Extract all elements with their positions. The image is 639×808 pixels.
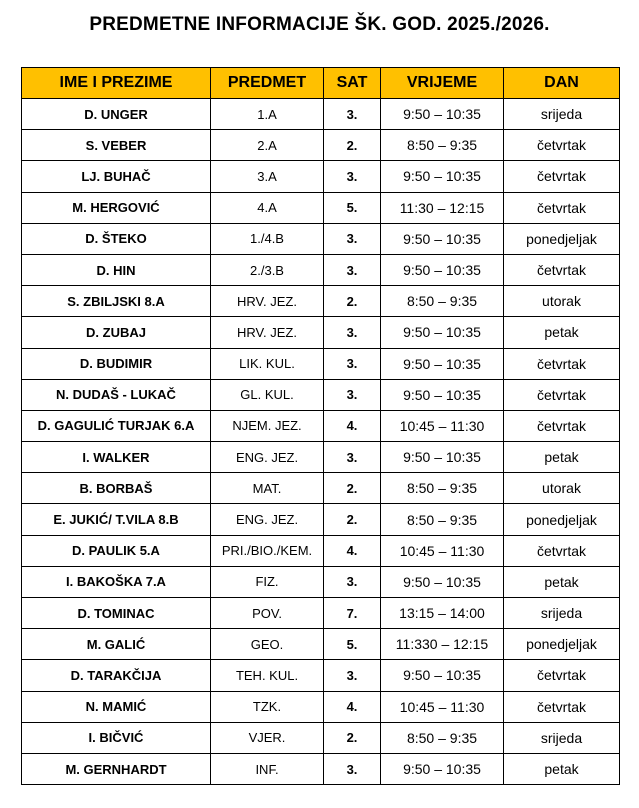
table-body <box>22 99 620 785</box>
cell-period: 3. <box>324 379 381 410</box>
cell-day: ponedjeljak <box>504 629 620 660</box>
cell-name: D. ZUBAJ <box>22 317 211 348</box>
cell-time: 9:50 – 10:35 <box>381 753 504 784</box>
cell-name: D. PAULIK 5.A <box>22 535 211 566</box>
cell-name: D. GAGULIĆ TURJAK 6.A <box>22 410 211 441</box>
cell-day: četvrtak <box>504 535 620 566</box>
table-row <box>22 99 620 130</box>
cell-name: M. GERNHARDT <box>22 753 211 784</box>
cell-subject: HRV. JEZ. <box>211 317 324 348</box>
cell-day: četvrtak <box>504 254 620 285</box>
cell-subject: INF. <box>211 753 324 784</box>
cell-subject: GL. KUL. <box>211 379 324 410</box>
header-time: VRIJEME <box>381 68 504 99</box>
cell-time: 8:50 – 9:35 <box>381 504 504 535</box>
table-row <box>22 130 620 161</box>
cell-time: 9:50 – 10:35 <box>381 348 504 379</box>
cell-name: S. ZBILJSKI 8.A <box>22 286 211 317</box>
cell-subject: 2./3.B <box>211 254 324 285</box>
cell-name: I. BIČVIĆ <box>22 722 211 753</box>
cell-day: srijeda <box>504 598 620 629</box>
cell-name: I. WALKER <box>22 442 211 473</box>
cell-period: 3. <box>324 223 381 254</box>
cell-subject: LIK. KUL. <box>211 348 324 379</box>
cell-subject: TZK. <box>211 691 324 722</box>
cell-subject: 1./4.B <box>211 223 324 254</box>
table-row <box>22 753 620 784</box>
cell-name: M. HERGOVIĆ <box>22 192 211 223</box>
cell-time: 9:50 – 10:35 <box>381 317 504 348</box>
cell-name: D. TARAKČIJA <box>22 660 211 691</box>
cell-period: 7. <box>324 598 381 629</box>
cell-period: 3. <box>324 660 381 691</box>
cell-day: četvrtak <box>504 130 620 161</box>
cell-day: petak <box>504 317 620 348</box>
cell-day: utorak <box>504 286 620 317</box>
table-row <box>22 192 620 223</box>
cell-period: 4. <box>324 410 381 441</box>
cell-period: 3. <box>324 753 381 784</box>
cell-period: 2. <box>324 504 381 535</box>
cell-name: D. BUDIMIR <box>22 348 211 379</box>
cell-subject: ENG. JEZ. <box>211 442 324 473</box>
header-day: DAN <box>504 68 620 99</box>
cell-time: 9:50 – 10:35 <box>381 379 504 410</box>
table-row <box>22 722 620 753</box>
cell-name: D. TOMINAC <box>22 598 211 629</box>
cell-name: D. ŠTEKO <box>22 223 211 254</box>
table-row <box>22 473 620 504</box>
header-subject: PREDMET <box>211 68 324 99</box>
cell-time: 8:50 – 9:35 <box>381 286 504 317</box>
cell-day: ponedjeljak <box>504 504 620 535</box>
cell-period: 5. <box>324 192 381 223</box>
cell-day: ponedjeljak <box>504 223 620 254</box>
cell-time: 13:15 – 14:00 <box>381 598 504 629</box>
cell-day: četvrtak <box>504 410 620 441</box>
cell-time: 9:50 – 10:35 <box>381 660 504 691</box>
header-name: IME I PREZIME <box>22 68 211 99</box>
cell-name: N. DUDAŠ - LUKAČ <box>22 379 211 410</box>
cell-day: petak <box>504 566 620 597</box>
cell-day: četvrtak <box>504 192 620 223</box>
table-row <box>22 660 620 691</box>
table-row <box>22 598 620 629</box>
cell-name: M. GALIĆ <box>22 629 211 660</box>
cell-time: 10:45 – 11:30 <box>381 535 504 566</box>
cell-day: četvrtak <box>504 348 620 379</box>
cell-subject: PRI./BIO./KEM. <box>211 535 324 566</box>
cell-time: 8:50 – 9:35 <box>381 722 504 753</box>
table-header-row <box>22 68 620 99</box>
cell-day: utorak <box>504 473 620 504</box>
cell-name: I. BAKOŠKA 7.A <box>22 566 211 597</box>
table-row <box>22 223 620 254</box>
cell-time: 10:45 – 11:30 <box>381 410 504 441</box>
header-period: SAT <box>324 68 381 99</box>
cell-subject: NJEM. JEZ. <box>211 410 324 441</box>
cell-period: 2. <box>324 286 381 317</box>
cell-name: N. MAMIĆ <box>22 691 211 722</box>
cell-day: srijeda <box>504 99 620 130</box>
table-row <box>22 379 620 410</box>
cell-subject: POV. <box>211 598 324 629</box>
cell-period: 2. <box>324 722 381 753</box>
cell-subject: 4.A <box>211 192 324 223</box>
cell-period: 3. <box>324 566 381 597</box>
table-row <box>22 691 620 722</box>
cell-subject: HRV. JEZ. <box>211 286 324 317</box>
cell-time: 9:50 – 10:35 <box>381 99 504 130</box>
table-row <box>22 504 620 535</box>
table-row <box>22 629 620 660</box>
cell-period: 3. <box>324 254 381 285</box>
cell-day: četvrtak <box>504 691 620 722</box>
cell-subject: GEO. <box>211 629 324 660</box>
cell-name: B. BORBAŠ <box>22 473 211 504</box>
cell-day: četvrtak <box>504 161 620 192</box>
cell-subject: 1.A <box>211 99 324 130</box>
cell-day: četvrtak <box>504 379 620 410</box>
cell-subject: 3.A <box>211 161 324 192</box>
cell-name: S. VEBER <box>22 130 211 161</box>
schedule-table <box>21 67 620 785</box>
table-row <box>22 410 620 441</box>
cell-day: srijeda <box>504 722 620 753</box>
table-row <box>22 161 620 192</box>
cell-subject: VJER. <box>211 722 324 753</box>
cell-name: D. HIN <box>22 254 211 285</box>
table-row <box>22 442 620 473</box>
cell-name: D. UNGER <box>22 99 211 130</box>
cell-name: E. JUKIĆ/ T.VILA 8.B <box>22 504 211 535</box>
cell-subject: FIZ. <box>211 566 324 597</box>
cell-subject: TEH. KUL. <box>211 660 324 691</box>
cell-period: 4. <box>324 691 381 722</box>
table-row <box>22 535 620 566</box>
cell-period: 3. <box>324 442 381 473</box>
page-title: PREDMETNE INFORMACIJE ŠK. GOD. 2025./2026. <box>89 14 550 35</box>
cell-day: četvrtak <box>504 660 620 691</box>
cell-day: petak <box>504 442 620 473</box>
cell-period: 5. <box>324 629 381 660</box>
cell-period: 3. <box>324 161 381 192</box>
cell-period: 2. <box>324 130 381 161</box>
cell-time: 9:50 – 10:35 <box>381 161 504 192</box>
cell-time: 8:50 – 9:35 <box>381 473 504 504</box>
table-row <box>22 348 620 379</box>
cell-time: 11:30 – 12:15 <box>381 192 504 223</box>
cell-period: 2. <box>324 473 381 504</box>
cell-time: 10:45 – 11:30 <box>381 691 504 722</box>
cell-time: 9:50 – 10:35 <box>381 442 504 473</box>
cell-time: 9:50 – 10:35 <box>381 254 504 285</box>
cell-subject: 2.A <box>211 130 324 161</box>
cell-name: LJ. BUHAČ <box>22 161 211 192</box>
cell-period: 3. <box>324 317 381 348</box>
cell-time: 8:50 – 9:35 <box>381 130 504 161</box>
cell-time: 9:50 – 10:35 <box>381 566 504 597</box>
table-row <box>22 317 620 348</box>
cell-time: 11:330 – 12:15 <box>381 629 504 660</box>
cell-period: 3. <box>324 348 381 379</box>
cell-time: 9:50 – 10:35 <box>381 223 504 254</box>
cell-subject: MAT. <box>211 473 324 504</box>
cell-period: 4. <box>324 535 381 566</box>
table-row <box>22 566 620 597</box>
cell-subject: ENG. JEZ. <box>211 504 324 535</box>
table-row <box>22 286 620 317</box>
cell-day: petak <box>504 753 620 784</box>
cell-period: 3. <box>324 99 381 130</box>
table-row <box>22 254 620 285</box>
